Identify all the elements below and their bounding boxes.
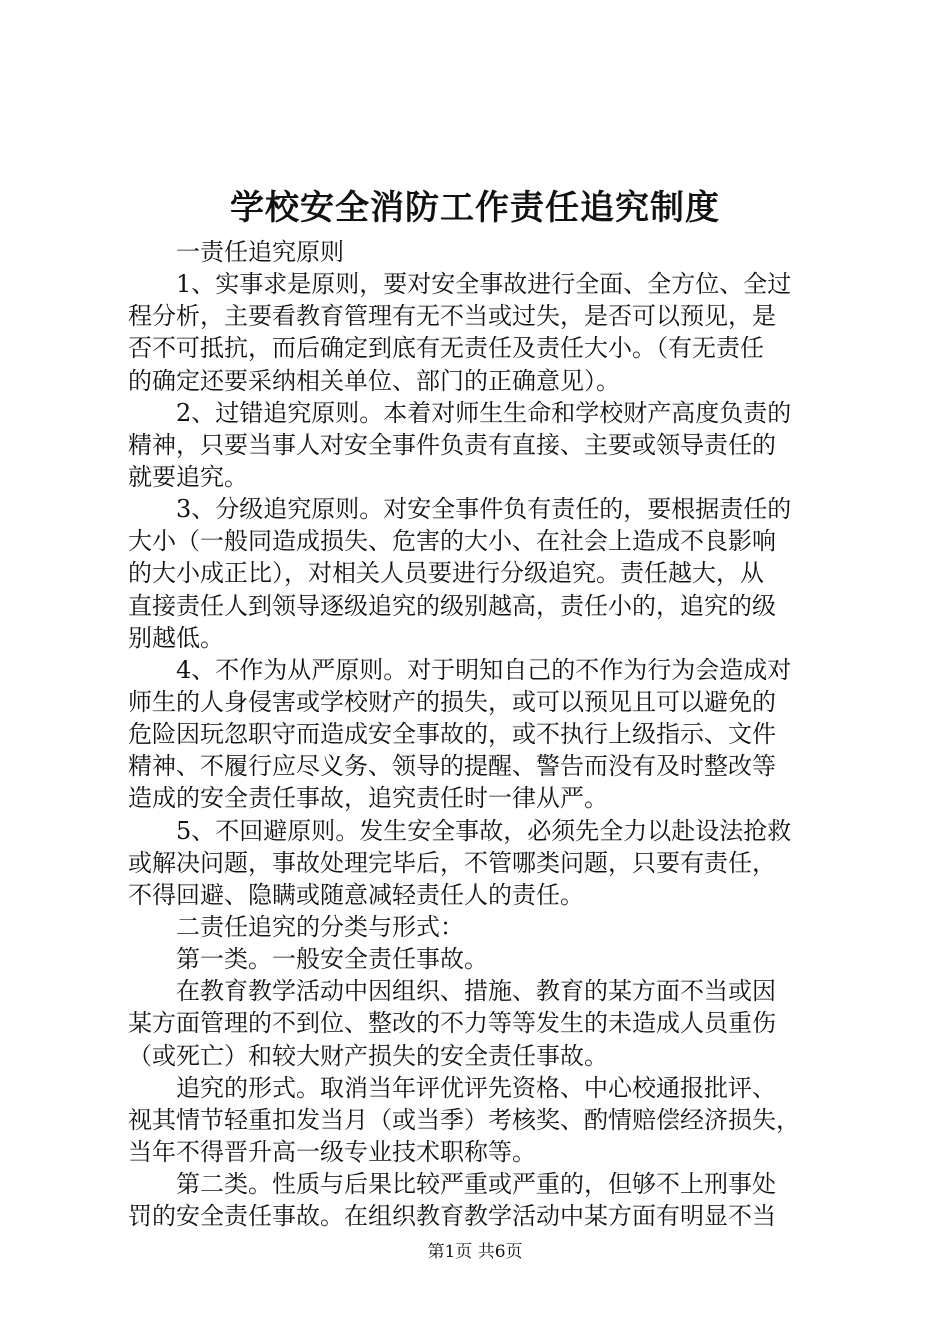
text-line: 罚的安全责任事故。在组织教育教学活动中某方面有明显不当 [128,1202,776,1231]
text-line: 1、实事求是原则，要对安全事故进行全面、全方位、全过 [128,270,792,299]
text-line: 4、不作为从严原则。对于明知自己的不作为行为会造成对 [128,655,792,684]
text-line: 2、过错追究原则。本着对师生生命和学校财产高度负责的 [128,398,792,427]
text-line: 视其情节轻重扣发当月（或当季）考核奖、酌情赔偿经济损失， [128,1105,800,1134]
text-line: 精神，只要当事人对安全事件负责有直接、主要或领导责任的 [128,430,776,459]
page-number-footer: 第1页 共6页 [427,1242,523,1262]
text-line: 的大小成正比），对相关人员要进行分级追究。责任越大，从 [128,559,764,588]
text-line: 第二类。性质与后果比较严重或严重的，但够不上刑事处 [128,1170,776,1199]
text-line: 程分析，主要看教育管理有无不当或过失，是否可以预见，是 [128,302,776,331]
text-line: 大小（一般同造成损失、危害的大小、在社会上造成不良影响 [128,527,776,556]
text-line: 3、分级追究原则。对安全事件负有责任的，要根据责任的 [128,495,792,524]
text-line: 否不可抵抗，而后确定到底有无责任及责任大小。（有无责任 [128,334,764,363]
text-line: 追究的形式。取消当年评优评先资格、中心校通报批评、 [128,1073,776,1102]
text-line: 在教育教学活动中因组织、措施、教育的某方面不当或因 [128,977,776,1006]
text-line: 二责任追究的分类与形式： [128,912,464,941]
text-line: 当年不得晋升高一级专业技术职称等。 [128,1137,536,1166]
text-line: 精神、不履行应尽义务、领导的提醒、警告而没有及时整改等 [128,752,776,781]
text-line: 师生的人身侵害或学校财产的损失，或可以预见且可以避免的 [128,687,776,716]
text-line: 直接责任人到领导逐级追究的级别越高，责任小的，追究的级 [128,591,776,620]
text-line: （或死亡）和较大财产损失的安全责任事故。 [128,1041,608,1070]
text-line: 就要追究。 [128,462,248,491]
text-line: 一责任追究原则 [128,238,344,266]
text-line: 某方面管理的不到位、整改的不力等等发生的未造成人员重伤 [128,1009,776,1038]
text-line: 危险因玩忽职守而造成安全事故的，或不执行上级指示、文件 [128,720,776,749]
text-line: 第一类。一般安全责任事故。 [128,945,488,974]
text-line: 造成的安全责任事故，追究责任时一律从严。 [128,784,608,813]
text-line: 别越低。 [128,623,224,652]
text-line: 不得回避、隐瞒或随意减轻责任人的责任。 [128,880,584,909]
text-line: 的确定还要采纳相关单位、部门的正确意见）。 [128,366,620,395]
text-line: 5、不回避原则。发生安全事故，必须先全力以赴设法抢救 [128,816,792,845]
text-line: 或解决问题，事故处理完毕后，不管哪类问题，只要有责任， [128,848,776,877]
document-title: 学校安全消防工作责任追究制度 [230,188,720,228]
document-body [128,236,834,1232]
